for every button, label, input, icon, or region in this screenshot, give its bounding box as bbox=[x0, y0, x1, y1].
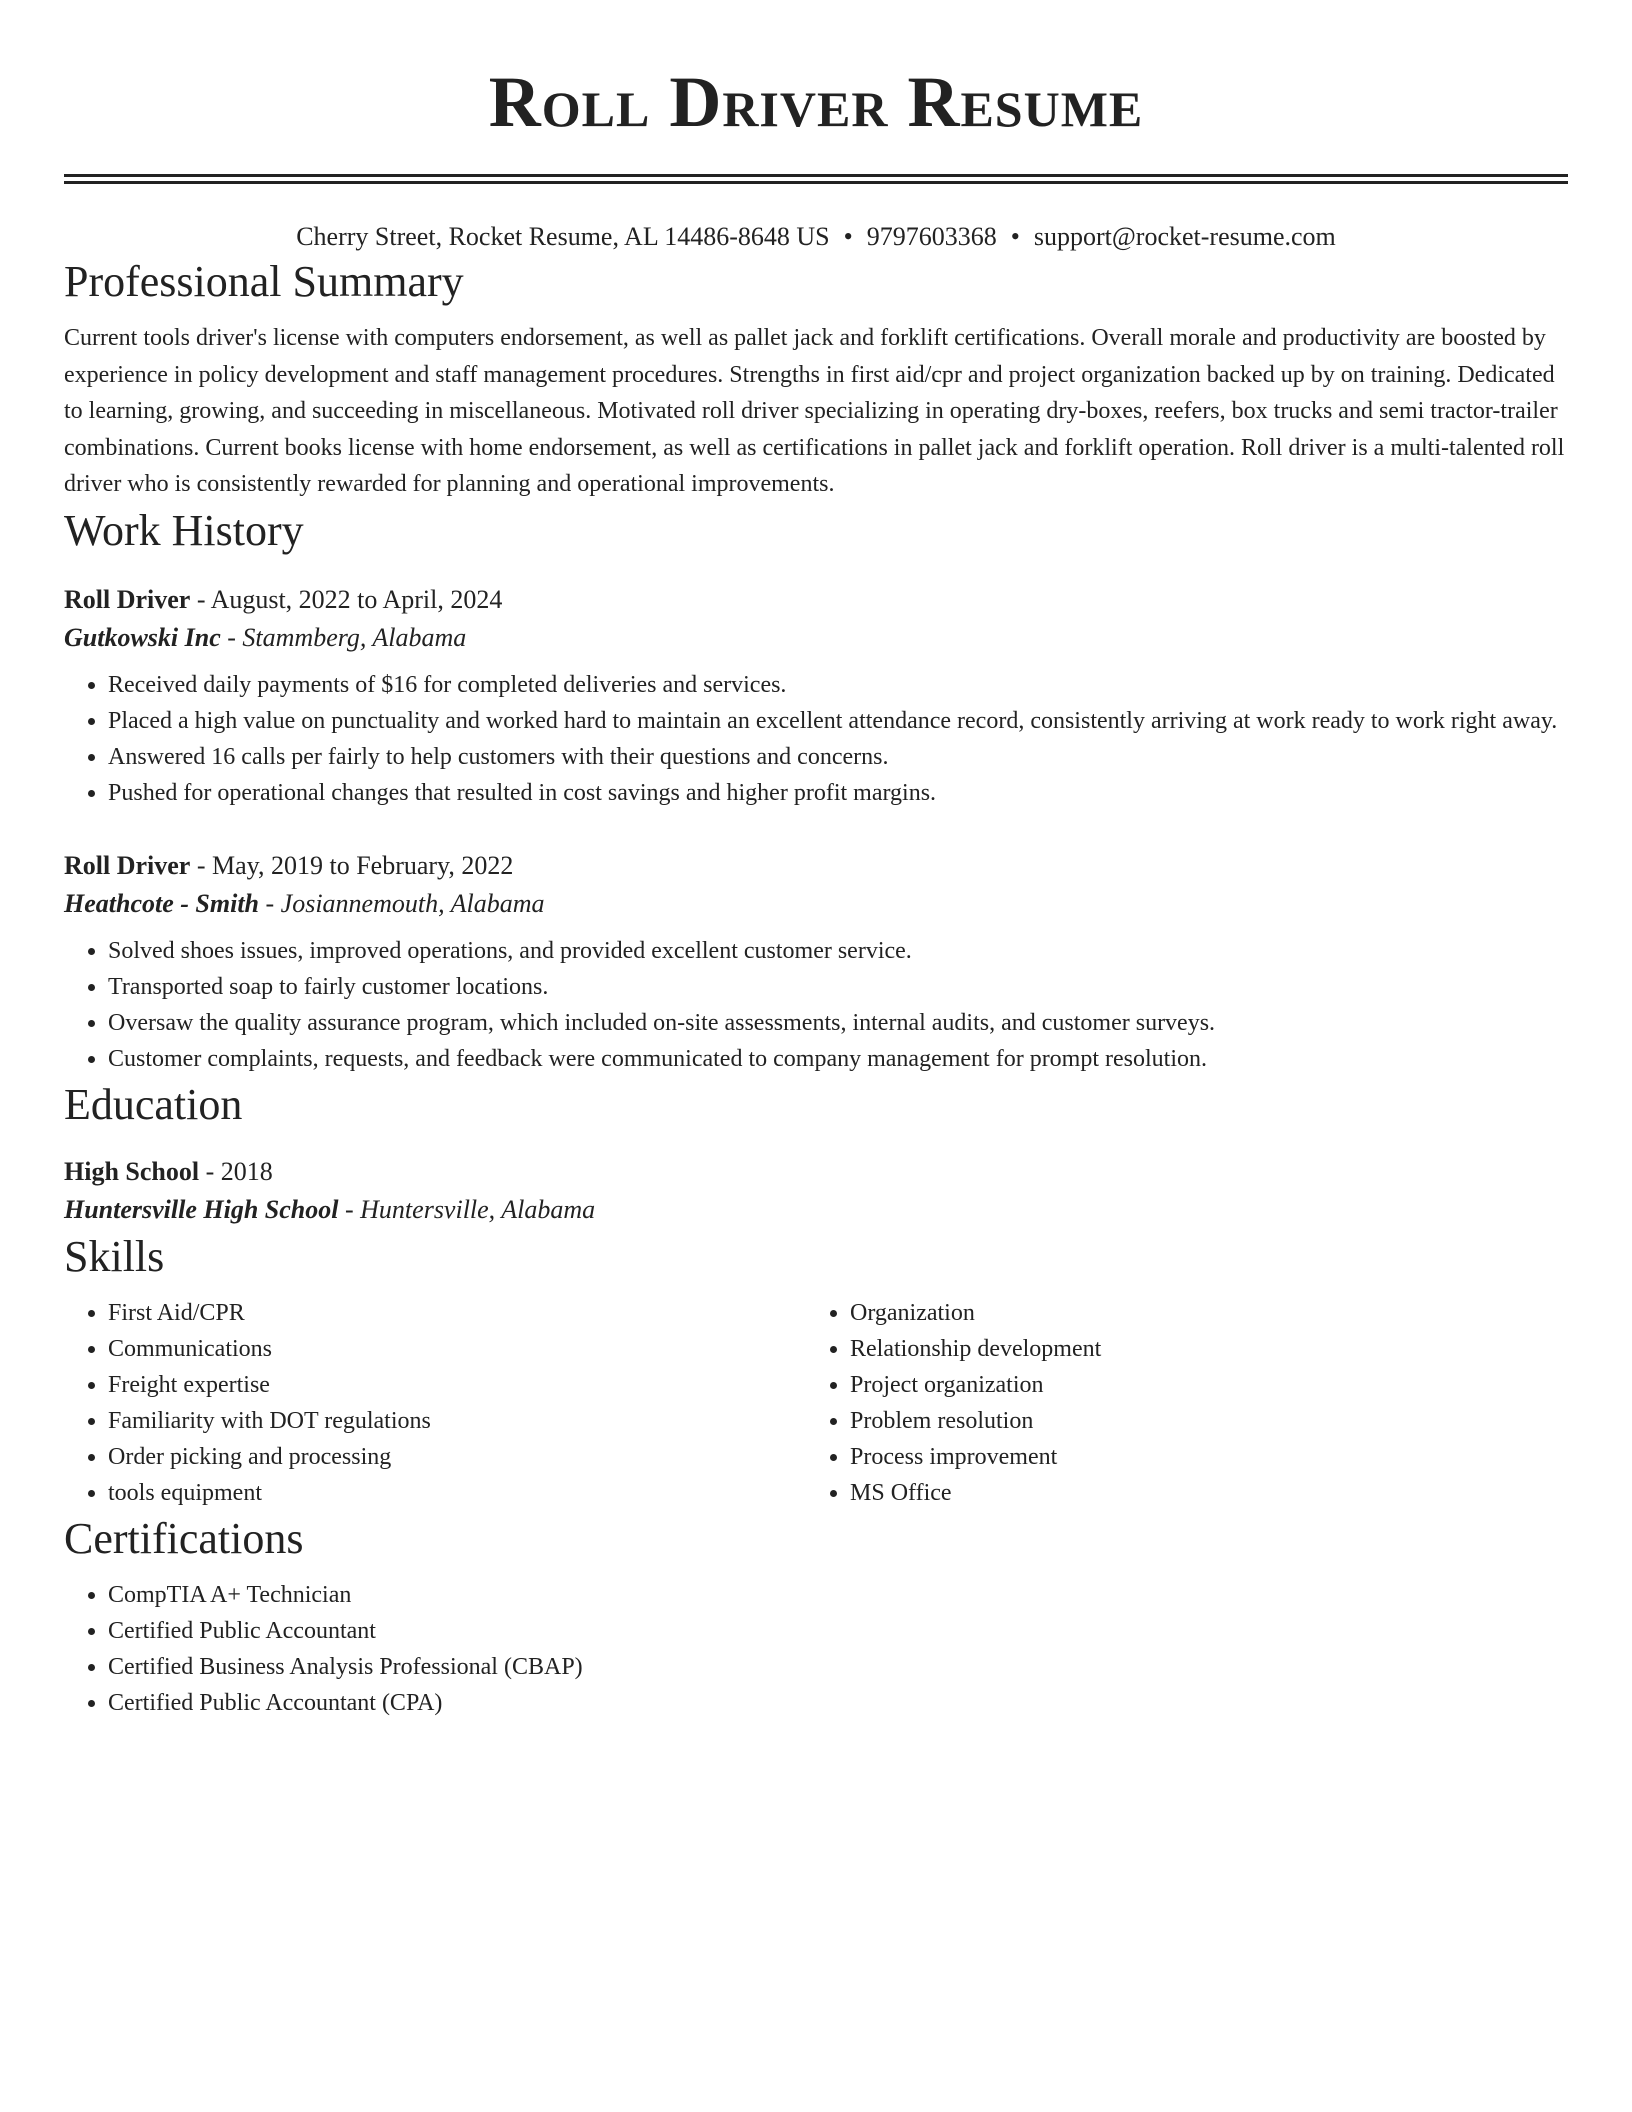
job-dates: - August, 2022 to April, 2024 bbox=[190, 584, 503, 614]
list-item: • Certified Public Accountant (CPA) bbox=[108, 1685, 1568, 1721]
list-item: • Order picking and processing bbox=[108, 1439, 806, 1475]
list-item: • Certified Public Accountant bbox=[108, 1613, 1568, 1649]
certifications-heading: Certifications bbox=[64, 1513, 304, 1563]
job-company-line bbox=[64, 885, 1568, 923]
list-item: • Organization bbox=[850, 1295, 1548, 1331]
education-school: Huntersville High School bbox=[64, 1194, 339, 1224]
skills-heading: Skills bbox=[64, 1231, 165, 1281]
contact-separator: • bbox=[1010, 222, 1020, 251]
education-degree: High School bbox=[64, 1156, 200, 1186]
list-item: • Solved shoes issues, improved operations, and provided excellent customer service. bbox=[108, 933, 1568, 969]
skills-column-left bbox=[64, 1295, 806, 1511]
job-company: Gutkowski Inc bbox=[64, 622, 221, 652]
list-item: • Freight expertise bbox=[108, 1367, 806, 1403]
list-item: • MS Office bbox=[850, 1475, 1548, 1511]
job-location: - Josiannemouth, Alabama bbox=[259, 888, 545, 918]
list-item: • Familiarity with DOT regulations bbox=[108, 1403, 806, 1439]
work-history-heading: Work History bbox=[64, 505, 304, 555]
education-year: - 2018 bbox=[199, 1156, 273, 1186]
job-title-line bbox=[64, 847, 1568, 885]
job-entry bbox=[64, 847, 1568, 1077]
summary-heading: Professional Summary bbox=[64, 257, 464, 306]
education-location: - Huntersville, Alabama bbox=[338, 1194, 596, 1224]
skills-column-right bbox=[806, 1295, 1548, 1511]
contact-email: support@rocket-resume.com bbox=[1033, 222, 1336, 251]
title-divider bbox=[64, 174, 1568, 184]
resume-title: Roll Driver Resume bbox=[488, 62, 1144, 142]
list-item: • tools equipment bbox=[108, 1475, 806, 1511]
contact-separator: • bbox=[843, 222, 853, 251]
job-role: Roll Driver bbox=[64, 850, 191, 880]
list-item: • Received daily payments of $16 for completed deliveries and services. bbox=[108, 667, 1568, 703]
job-location: - Stammberg, Alabama bbox=[220, 622, 467, 652]
list-item: • Answered 16 calls per fairly to help customers with their questions and concerns. bbox=[108, 739, 1568, 775]
skills-list bbox=[64, 1295, 1568, 1511]
summary-text: Current tools driver's license with computers endorsement, as well as pallet jack and forklift certifications. Overall morale and productivity are boosted by experience in policy development and staff management procedures. Strengths in first aid/cpr and project organization backed up by on training. Dedicated to learning, growing, and succeeding in miscellaneous. Motivated roll driver specializing in operating dry-boxes, reefers, box trucks and semi tractor-trailer combinations. Current books license with home endorsement, as well as certifications in pallet jack and forklift operation. Roll driver is a multi-talented roll driver who is consistently rewarded for planning and operational improvements. bbox=[64, 325, 1565, 497]
list-item: • Project organization bbox=[850, 1367, 1548, 1403]
job-entry bbox=[64, 581, 1568, 811]
list-item: • Problem resolution bbox=[850, 1403, 1548, 1439]
list-item: • Placed a high value on punctuality and worked hard to maintain an excellent attendance record, consistently arriving at work ready to work right away. bbox=[108, 703, 1568, 739]
job-role: Roll Driver bbox=[64, 584, 191, 614]
list-item: • First Aid/CPR bbox=[108, 1295, 806, 1331]
list-item: • Oversaw the quality assurance program, which included on-site assessments, internal audits, and customer surveys. bbox=[108, 1005, 1568, 1041]
job-title-line bbox=[64, 581, 1568, 619]
list-item: • Process improvement bbox=[850, 1439, 1548, 1475]
job-company-line bbox=[64, 619, 1568, 657]
education-degree-line bbox=[64, 1153, 1568, 1191]
list-item: • Communications bbox=[108, 1331, 806, 1367]
contact-line bbox=[64, 220, 1568, 254]
contact-address: Cherry Street, Rocket Resume, AL 14486-8648 US bbox=[296, 222, 830, 251]
job-bullets bbox=[64, 667, 1568, 811]
job-company: Heathcote - Smith bbox=[64, 888, 259, 918]
education-entry bbox=[64, 1153, 1568, 1229]
certifications-list bbox=[64, 1577, 1568, 1721]
education-school-line bbox=[64, 1191, 1568, 1229]
list-item: • Transported soap to fairly customer locations. bbox=[108, 969, 1568, 1005]
education-heading: Education bbox=[64, 1079, 243, 1129]
list-item: • Certified Business Analysis Professional (CBAP) bbox=[108, 1649, 1568, 1685]
list-item: • CompTIA A+ Technician bbox=[108, 1577, 1568, 1613]
list-item: • Pushed for operational changes that resulted in cost savings and higher profit margins. bbox=[108, 775, 1568, 811]
job-dates: - May, 2019 to February, 2022 bbox=[190, 850, 514, 880]
job-bullets bbox=[64, 933, 1568, 1077]
list-item: • Relationship development bbox=[850, 1331, 1548, 1367]
contact-phone: 9797603368 bbox=[866, 222, 997, 251]
list-item: • Customer complaints, requests, and feedback were communicated to company management for prompt resolution. bbox=[108, 1041, 1568, 1077]
